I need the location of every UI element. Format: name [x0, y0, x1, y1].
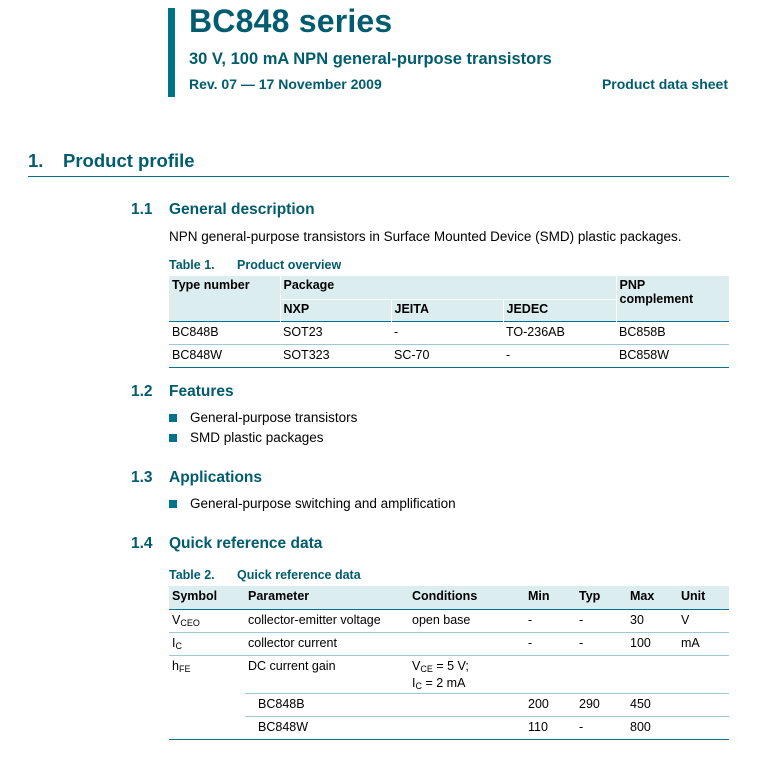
cell-jedec: TO-236AB [503, 322, 616, 345]
cell-typ: - [576, 610, 627, 633]
cell-nxp: SOT323 [280, 345, 391, 368]
cond-symbol: I [412, 676, 416, 690]
symbol-subscript: CEO [180, 618, 200, 628]
table-row [169, 656, 729, 694]
symbol-subscript: FE [178, 664, 191, 674]
list-item-text: General-purpose switching and amplification [190, 496, 456, 511]
cell-min [525, 656, 576, 694]
cell-conditions [409, 633, 525, 656]
cell-min: - [525, 633, 576, 656]
cond-symbol: V [412, 659, 421, 673]
document-title: BC848 series [189, 3, 393, 39]
cond-subscript: C [415, 681, 422, 691]
cell-typ: - [576, 717, 627, 740]
document-type: Product data sheet [601, 76, 728, 92]
header-typ: Typ [576, 586, 627, 610]
cond-value: = 2 mA [421, 676, 466, 690]
subsection-title: General description [169, 201, 315, 218]
header-jeita: JEITA [391, 300, 503, 322]
cell-type: BC848B [245, 694, 409, 717]
list-item-text: SMD plastic packages [190, 430, 324, 445]
header-pnp-complement [616, 276, 729, 322]
table1-caption [169, 258, 342, 272]
symbol-letter: h [172, 659, 179, 673]
bullet-square-icon [169, 434, 177, 442]
header-symbol: Symbol [169, 586, 245, 610]
document-subtitle: 30 V, 100 mA NPN general-purpose transistors [189, 50, 552, 68]
cell-symbol [169, 656, 245, 740]
cell-jeita: - [391, 322, 503, 345]
header-min: Min [525, 586, 576, 610]
cell-symbol [169, 610, 245, 633]
table-row [169, 633, 729, 656]
subsection-number: 1.2 [131, 383, 153, 400]
cell-parameter: collector-emitter voltage [245, 610, 409, 633]
cell-type: BC848W [169, 345, 280, 368]
list-item-text: General-purpose transistors [190, 410, 358, 425]
cell-unit [678, 717, 729, 740]
table-row [169, 322, 729, 345]
header-package: Package [280, 276, 616, 300]
header-type-number: Type number [169, 276, 280, 322]
cell-conditions [409, 717, 525, 740]
table-row [169, 717, 729, 740]
cell-conditions [409, 656, 525, 694]
table-row [169, 694, 729, 717]
header-conditions: Conditions [409, 586, 525, 610]
symbol-subscript: C [175, 641, 182, 651]
table-title: Quick reference data [237, 568, 361, 582]
header-pnp: PNP [619, 278, 646, 292]
cell-type: BC848W [245, 717, 409, 740]
general-description-text: NPN general-purpose transistors in Surface Mounted Device (SMD) plastic packages. [169, 229, 682, 244]
cell-conditions: open base [409, 610, 525, 633]
subsection-title: Quick reference data [169, 535, 323, 552]
cell-min: - [525, 610, 576, 633]
table-label: Table 1. [169, 258, 215, 272]
header-complement: complement [619, 292, 694, 306]
cell-jeita: SC-70 [391, 345, 503, 368]
cell-nxp: SOT23 [280, 322, 391, 345]
cell-typ: - [576, 633, 627, 656]
table-row [169, 345, 729, 368]
cell-max: 800 [627, 717, 678, 740]
subsection-number: 1.4 [131, 535, 153, 552]
cell-symbol [169, 633, 245, 656]
table2-caption [169, 568, 361, 582]
cond-value: = 5 V; [432, 659, 469, 673]
header-max: Max [627, 586, 678, 610]
cell-max: 100 [627, 633, 678, 656]
cell-unit: V [678, 610, 729, 633]
cell-conditions [409, 694, 525, 717]
cell-unit [678, 694, 729, 717]
cell-typ [576, 656, 627, 694]
subsection-number: 1.1 [131, 201, 153, 218]
symbol-letter: I [172, 636, 176, 650]
cell-max: 450 [627, 694, 678, 717]
revision-line: Rev. 07 — 17 November 2009 [189, 76, 382, 92]
cell-min: 110 [525, 717, 576, 740]
subsection-title: Applications [169, 469, 263, 486]
cell-max: 30 [627, 610, 678, 633]
bullet-square-icon [169, 500, 177, 508]
cell-pnp: BC858B [616, 322, 729, 345]
section-number: 1. [28, 150, 44, 171]
cell-type: BC848B [169, 322, 280, 345]
quick-reference-table [169, 586, 729, 740]
table-label: Table 2. [169, 568, 215, 582]
header-accent-bar [168, 8, 175, 97]
cell-jedec: - [503, 345, 616, 368]
header-unit: Unit [678, 586, 729, 610]
cell-unit: mA [678, 633, 729, 656]
cell-min: 200 [525, 694, 576, 717]
cell-typ: 290 [576, 694, 627, 717]
cell-parameter: DC current gain [245, 656, 409, 694]
table-title: Product overview [237, 258, 342, 272]
section-title: Product profile [63, 150, 195, 171]
bullet-square-icon [169, 414, 177, 422]
table-row [169, 610, 729, 633]
header-nxp: NXP [280, 300, 391, 322]
cell-unit [678, 656, 729, 694]
subsection-number: 1.3 [131, 469, 153, 486]
section-heading-product-profile [28, 150, 729, 177]
cell-pnp: BC858W [616, 345, 729, 368]
symbol-letter: V [172, 613, 181, 627]
cond-subscript: CE [420, 664, 433, 674]
subsection-title: Features [169, 383, 234, 400]
cell-parameter: collector current [245, 633, 409, 656]
header-parameter: Parameter [245, 586, 409, 610]
product-overview-table [169, 276, 729, 368]
cell-max [627, 656, 678, 694]
header-jedec: JEDEC [503, 300, 616, 322]
